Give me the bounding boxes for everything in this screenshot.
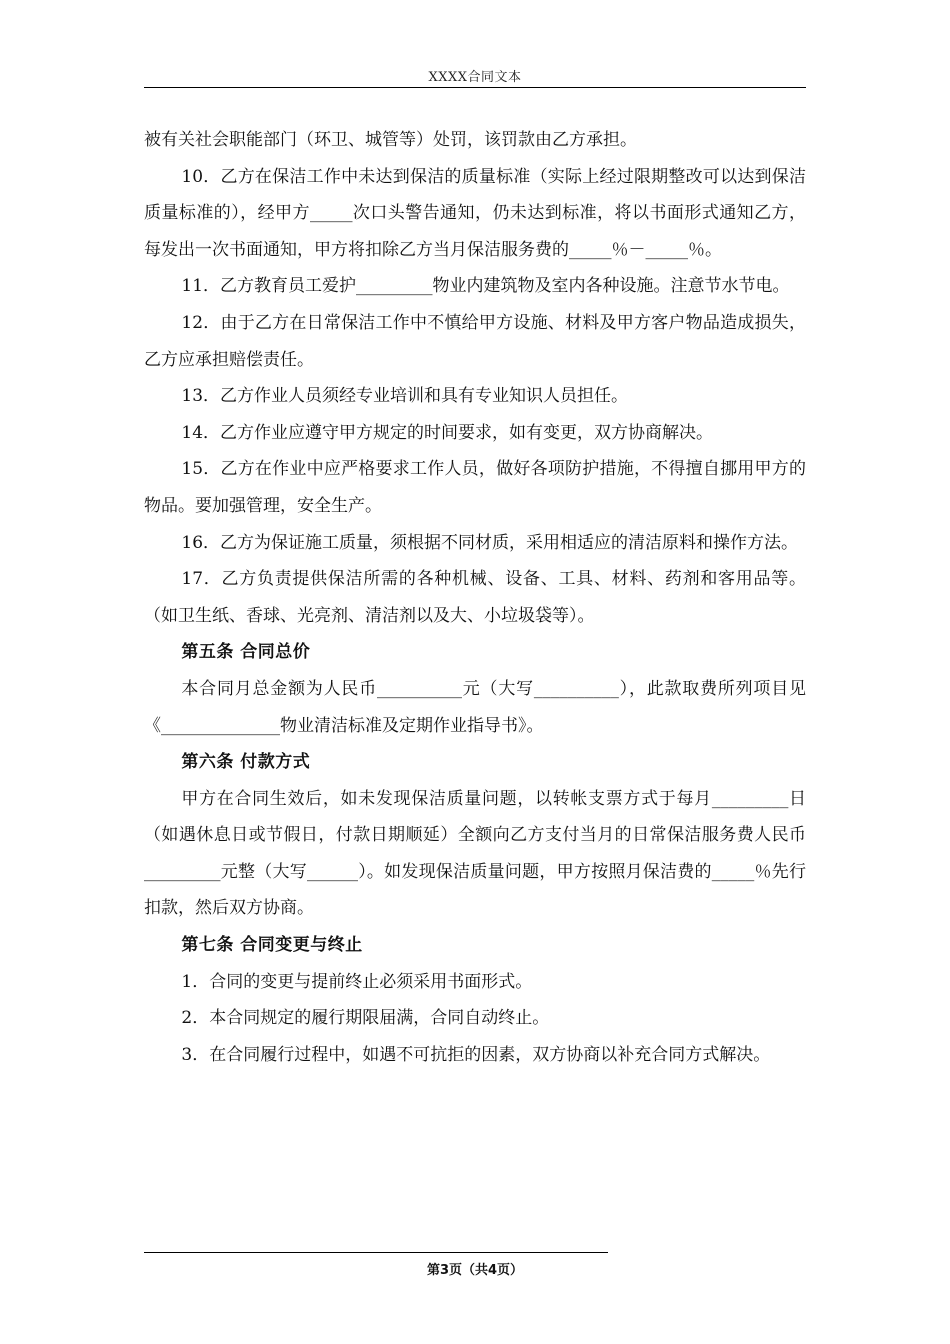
section-7-item-3: 3．在合同履行过程中，如遇不可抗拒的因素，双方协商以补充合同方式解决。: [181, 1044, 771, 1065]
clause-14: 14．乙方作业应遵守甲方规定的时间要求，如有变更，双方协商解决。: [181, 422, 714, 443]
footer-divider: [144, 1252, 608, 1253]
section-6-body: 甲方在合同生效后，如未发现保洁质量问题，以转帐支票方式于每月_________日（如遇休息日或节假日，付款日期顺延）全额向乙方支付当月的日常保洁服务费人民币_________元整（大写______）。如发现保洁质量问题，甲方按照月保洁费的_____％先行扣款，然后双方协商。: [144, 788, 806, 919]
section-7-item-1: 1．合同的变更与提前终止必须采用书面形式。: [181, 971, 533, 992]
header-divider: [144, 87, 806, 88]
paragraph: 被有关社会职能部门（环卫、城管等）处罚，该罚款由乙方承担。: [144, 130, 637, 150]
page-number: 第3页（共4页）: [426, 1263, 524, 1278]
section-heading-6: 第六条 付款方式: [181, 752, 311, 773]
section-7-item-2: 2．本合同规定的履行期限届满，合同自动终止。: [181, 1008, 550, 1029]
clause-17: 17．乙方负责提供保洁所需的各种机械、设备、工具、材料、药剂和客用品等。（如卫生纸、香球、光亮剂、清洁剂以及大、小垃圾袋等）。: [144, 569, 806, 626]
clause-16: 16．乙方为保证施工质量，须根据不同材质，采用相适应的清洁原料和操作方法。: [181, 532, 799, 553]
clause-11: 11．乙方教育员工爱护_________物业内建筑物及室内各种设施。注意节水节电。: [181, 276, 790, 297]
clause-13: 13．乙方作业人员须经专业培训和具有专业知识人员担任。: [181, 386, 629, 407]
clause-10: 10．乙方在保洁工作中未达到保洁的质量标准（实际上经过限期整改可以达到保洁质量标准的），经甲方_____次口头警告通知，仍未达到标准，将以书面形式通知乙方，每发出一次书面通知，甲方将扣除乙方当月保洁服务费的_____％－_____％。: [144, 166, 806, 260]
section-heading-7: 第七条 合同变更与终止: [181, 935, 363, 956]
section-5-body: 本合同月总金额为人民币__________元（大写__________），此款取费所列项目见《______________物业清洁标准及定期作业指导书》。: [144, 678, 806, 736]
section-heading-5: 第五条 合同总价: [181, 642, 311, 663]
clause-15: 15．乙方在作业中应严格要求工作人员，做好各项防护措施，不得擅自挪用甲方的物品。要加强管理，安全生产。: [144, 459, 806, 516]
clause-12: 12．由于乙方在日常保洁工作中不慎给甲方设施、材料及甲方客户物品造成损失，乙方应承担赔偿责任。: [144, 312, 806, 370]
header-title: XXXX合同文本: [428, 70, 522, 85]
contract-body: [144, 122, 806, 1073]
